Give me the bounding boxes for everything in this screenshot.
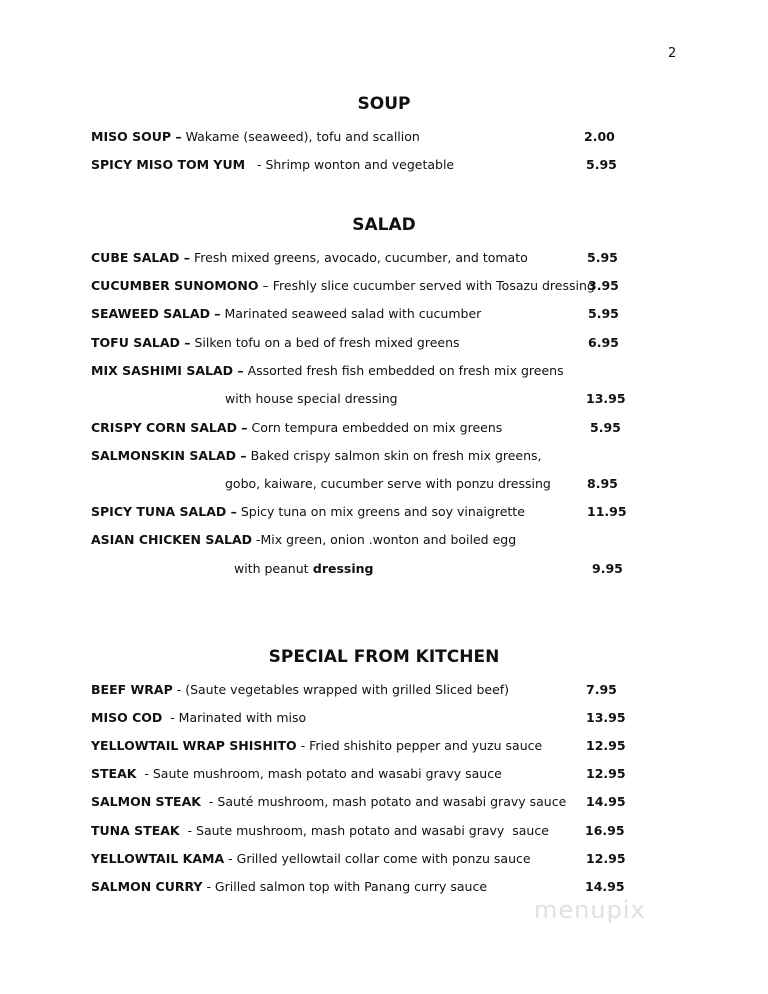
menu-item xyxy=(91,278,671,296)
item-description: - Grilled yellowtail collar come with ponzu sauce xyxy=(224,851,531,866)
item-description: Assorted fresh fish embedded on fresh mix greens xyxy=(243,363,564,378)
item-price-row xyxy=(592,561,652,579)
item-price: 12.95 xyxy=(586,851,626,866)
section-title-salad: SALAD xyxy=(352,215,416,235)
item-name: MIX SASHIMI SALAD – xyxy=(91,363,244,378)
menu-item xyxy=(91,335,671,353)
menu-item xyxy=(91,738,671,756)
menu-item xyxy=(91,157,671,175)
item-price: 2.00 xyxy=(584,129,615,144)
menu-item xyxy=(91,879,671,897)
item-price: 16.95 xyxy=(585,823,625,838)
item-description-continued-bold: dressing xyxy=(308,561,374,576)
section-title-special-from-kitchen: SPECIAL FROM KITCHEN xyxy=(268,647,500,667)
item-name: STEAK xyxy=(91,766,137,781)
item-name: TUNA STEAK xyxy=(91,823,180,838)
item-price: 8.95 xyxy=(587,476,618,491)
item-description: Corn tempura embedded on mix greens xyxy=(247,420,503,435)
item-description-continued: with house special dressing xyxy=(225,391,398,406)
menu-item xyxy=(91,306,671,324)
item-name: SALMON STEAK xyxy=(91,794,201,809)
item-description: Spicy tuna on mix greens and soy vinaigrette xyxy=(236,504,525,519)
item-price-row xyxy=(586,391,646,409)
item-name: SALMON CURRY xyxy=(91,879,203,894)
item-name: MISO SOUP – xyxy=(91,129,182,144)
menu-item xyxy=(91,363,671,381)
item-name: ASIAN CHICKEN SALAD xyxy=(91,532,253,547)
menu-item xyxy=(91,448,671,466)
item-name: MISO COD xyxy=(91,710,163,725)
item-price: 14.95 xyxy=(585,879,625,894)
item-price: 9.95 xyxy=(592,561,623,576)
item-description: - Saute mushroom, mash potato and wasabi gravy sauce xyxy=(136,766,502,781)
item-price: 13.95 xyxy=(586,391,626,406)
item-description-continued xyxy=(234,561,374,576)
item-price: 14.95 xyxy=(586,794,626,809)
menu-item xyxy=(91,532,671,550)
item-price: 5.95 xyxy=(588,306,619,321)
item-price-row xyxy=(587,476,647,494)
item-description: - Fried shishito pepper and yuzu sauce xyxy=(296,738,543,753)
item-description: Wakame (seaweed), tofu and scallion xyxy=(181,129,420,144)
item-description: Baked crispy salmon skin on fresh mix greens, xyxy=(246,448,542,463)
item-name: SPICY MISO TOM YUM xyxy=(91,157,246,172)
item-price: 5.95 xyxy=(587,250,618,265)
item-description-continued: gobo, kaiware, cucumber serve with ponzu dressing xyxy=(225,476,551,491)
menu-item xyxy=(91,420,671,438)
item-price: 6.95 xyxy=(588,335,619,350)
item-name: TOFU SALAD – xyxy=(91,335,191,350)
item-name: SEAWEED SALAD – xyxy=(91,306,221,321)
page-number: 2 xyxy=(668,46,677,61)
menu-item xyxy=(91,794,671,812)
menu-item xyxy=(91,851,671,869)
item-description-continued-text: with peanut xyxy=(234,561,309,576)
menu-item xyxy=(91,710,671,728)
item-description: - Sauté mushroom, mash potato and wasabi gravy sauce xyxy=(200,794,567,809)
item-price: 7.95 xyxy=(586,682,617,697)
item-description: -Mix green, onion .wonton and boiled egg xyxy=(252,532,517,547)
item-description: Silken tofu on a bed of fresh mixed greens xyxy=(190,335,460,350)
menu-item xyxy=(91,823,671,841)
item-name: YELLOWTAIL WRAP SHISHITO xyxy=(91,738,297,753)
item-price: 5.95 xyxy=(586,157,617,172)
item-name: CUCUMBER SUNOMONO xyxy=(91,278,259,293)
menu-item xyxy=(91,766,671,784)
menu-item xyxy=(91,129,671,147)
item-price: 12.95 xyxy=(586,738,626,753)
item-name: SPICY TUNA SALAD – xyxy=(91,504,237,519)
menu-item xyxy=(91,682,671,700)
item-description: - Saute mushroom, mash potato and wasabi gravy sauce xyxy=(179,823,549,838)
item-name: SALMONSKIN SALAD – xyxy=(91,448,247,463)
item-price: 12.95 xyxy=(586,766,626,781)
item-description: - Grilled salmon top with Panang curry sauce xyxy=(202,879,488,894)
watermark-logo: menupix xyxy=(534,896,646,924)
item-description: Fresh mixed greens, avocado, cucumber, and tomato xyxy=(190,250,528,265)
item-price: 5.95 xyxy=(590,420,621,435)
item-name: CUBE SALAD – xyxy=(91,250,191,265)
section-title-soup: SOUP xyxy=(357,94,411,114)
item-name: YELLOWTAIL KAMA xyxy=(91,851,225,866)
item-description: – Freshly slice cucumber served with Tosazu dressing xyxy=(258,278,595,293)
item-description: - Marinated with miso xyxy=(162,710,307,725)
item-description: - Shrimp wonton and vegetable xyxy=(245,157,455,172)
item-description: - (Saute vegetables wrapped with grilled Sliced beef) xyxy=(172,682,510,697)
item-description: Marinated seaweed salad with cucumber xyxy=(220,306,482,321)
item-price: 13.95 xyxy=(586,710,626,725)
item-price: 11.95 xyxy=(587,504,627,519)
item-name: BEEF WRAP xyxy=(91,682,173,697)
item-price: 3.95 xyxy=(588,278,619,293)
menu-item xyxy=(91,504,671,522)
item-name: CRISPY CORN SALAD – xyxy=(91,420,248,435)
menu-item xyxy=(91,250,671,268)
